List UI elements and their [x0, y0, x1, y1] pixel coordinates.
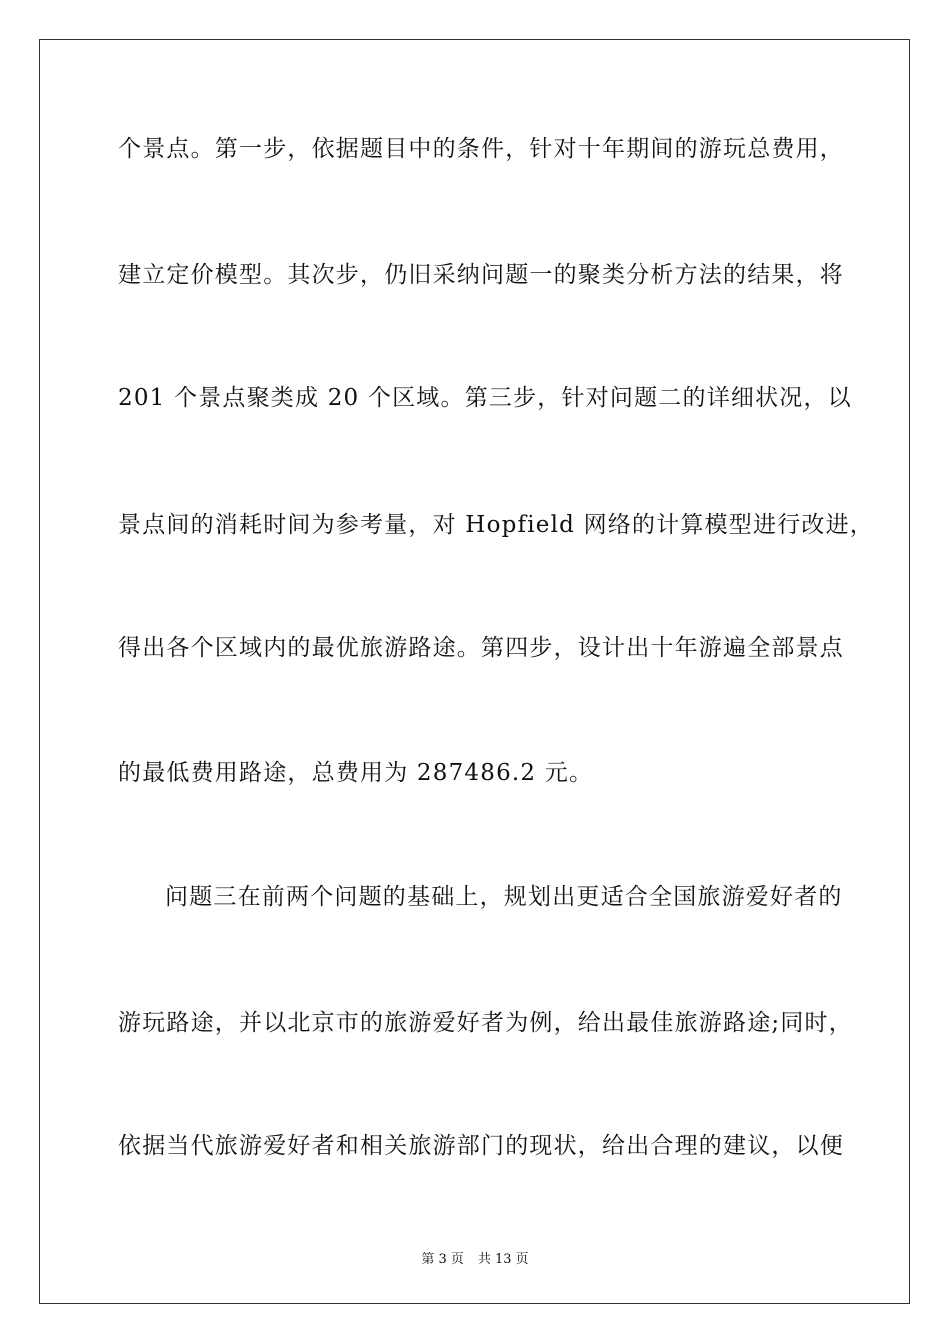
page-footer [0, 1248, 950, 1267]
body-line-3: 201 个景点聚类成 20 个区域。第三步，针对问题二的详细状况，以 [118, 385, 852, 411]
body-line-6: 的最低费用路途，总费用为 287486.2 元。 [118, 760, 594, 786]
page-frame [39, 39, 910, 1304]
body-line-4: 景点间的消耗时间为参考量，对 Hopfield 网络的计算模型进行改进， [118, 512, 875, 538]
body-line-7-paragraph-start: 问题三在前两个问题的基础上，规划出更适合全国旅游爱好者的 [165, 884, 843, 910]
page-total: 共 13 页 [477, 1252, 529, 1267]
body-line-9: 依据当代旅游爱好者和相关旅游部门的现状，给出合理的建议，以便 [118, 1133, 844, 1159]
body-line-8: 游玩路途，并以北京市的旅游爱好者为例，给出最佳旅游路途;同时， [118, 1010, 853, 1036]
body-line-2: 建立定价模型。其次步，仍旧采纳问题一的聚类分析方法的结果，将 [118, 262, 844, 288]
body-line-5: 得出各个区域内的最优旅游路途。第四步，设计出十年游遍全部景点 [118, 635, 844, 661]
body-line-1: 个景点。第一步，依据题目中的条件，针对十年期间的游玩总费用， [118, 136, 844, 162]
page-number: 第 3 页 [421, 1252, 464, 1267]
